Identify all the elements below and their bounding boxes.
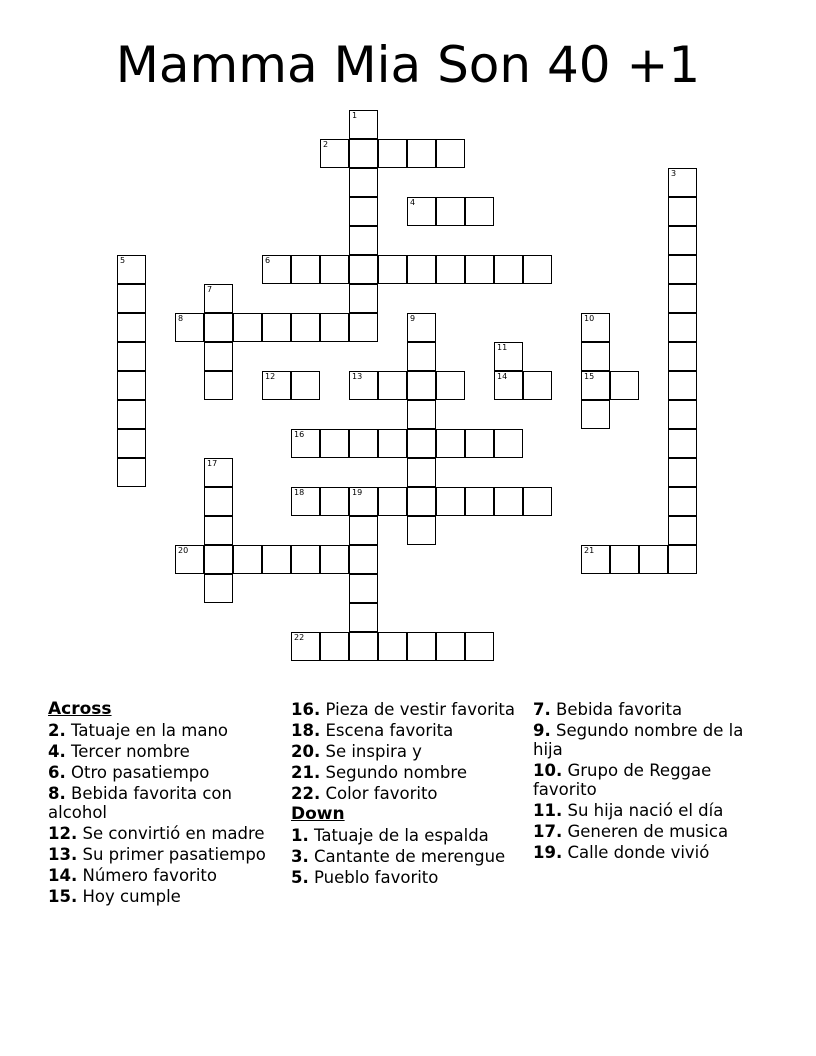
grid-cell[interactable]: [349, 313, 378, 342]
clue-text: Generen de musica: [562, 822, 729, 841]
clue-number: 8.: [48, 784, 66, 803]
clue-number: 20.: [291, 742, 321, 761]
grid-cell[interactable]: [668, 400, 697, 429]
grid-cell[interactable]: [494, 371, 523, 400]
grid-cell[interactable]: [262, 313, 291, 342]
grid-cell[interactable]: [436, 197, 465, 226]
across-clue-18: [291, 721, 531, 740]
clue-text: Bebida favorita con alcohol: [48, 784, 232, 822]
clue-text: Cantante de merengue: [308, 847, 506, 866]
grid-cell[interactable]: [349, 197, 378, 226]
grid-cell[interactable]: [291, 632, 320, 661]
grid-cell[interactable]: [494, 342, 523, 371]
grid-cell[interactable]: [407, 371, 436, 400]
across-clue-12: [48, 824, 288, 843]
grid-cell[interactable]: [407, 516, 436, 545]
down-clue-19: [533, 843, 773, 862]
down-clue-11: [533, 801, 773, 820]
grid-cell[interactable]: [349, 632, 378, 661]
grid-cell[interactable]: [262, 371, 291, 400]
grid-cell[interactable]: [523, 371, 552, 400]
clue-number: 2.: [48, 721, 66, 740]
grid-cell[interactable]: [581, 545, 610, 574]
grid-cell[interactable]: [175, 313, 204, 342]
grid-cell[interactable]: [320, 487, 349, 516]
grid-cell[interactable]: [668, 545, 697, 574]
grid-cell[interactable]: [581, 400, 610, 429]
grid-cell[interactable]: [668, 284, 697, 313]
clue-number: 12.: [48, 824, 78, 843]
clue-text: Color favorito: [320, 784, 438, 803]
grid-cell[interactable]: [320, 255, 349, 284]
grid-cell[interactable]: [291, 429, 320, 458]
clue-number-1: 1: [352, 111, 358, 120]
clue-number: 11.: [533, 801, 563, 820]
grid-cell[interactable]: [349, 574, 378, 603]
clue-text: Bebida favorita: [550, 700, 683, 719]
clue-number: 3.: [291, 847, 309, 866]
grid-cell[interactable]: [204, 487, 233, 516]
clue-text: Se convirtió en madre: [77, 824, 265, 843]
clue-number: 17.: [533, 822, 563, 841]
grid-cell[interactable]: [349, 516, 378, 545]
clue-text: Escena favorita: [320, 721, 454, 740]
grid-cell[interactable]: [668, 371, 697, 400]
grid-cell[interactable]: [465, 632, 494, 661]
clue-text: Otro pasatiempo: [65, 763, 210, 782]
clue-number-13: 13: [352, 372, 363, 381]
clue-number: 19.: [533, 843, 563, 862]
grid-cell[interactable]: [349, 603, 378, 632]
clue-column-3: [533, 700, 773, 864]
clue-number-12: 12: [265, 372, 276, 381]
grid-cell[interactable]: [291, 545, 320, 574]
clue-number-18: 18: [294, 488, 305, 497]
clue-text: Grupo de Reggae favorito: [533, 761, 712, 799]
grid-cell[interactable]: [668, 342, 697, 371]
grid-cell[interactable]: [407, 632, 436, 661]
grid-cell[interactable]: [465, 197, 494, 226]
grid-cell[interactable]: [378, 371, 407, 400]
grid-cell[interactable]: [668, 255, 697, 284]
grid-cell[interactable]: [378, 632, 407, 661]
grid-cell[interactable]: [204, 371, 233, 400]
clue-number: 1.: [291, 826, 309, 845]
clue-column-1: [48, 700, 288, 908]
down-clue-10: [533, 761, 773, 799]
grid-cell[interactable]: [320, 632, 349, 661]
clue-text: Número favorito: [77, 866, 217, 885]
clue-number-4: 4: [410, 198, 416, 207]
grid-cell[interactable]: [262, 255, 291, 284]
grid-cell[interactable]: [436, 139, 465, 168]
clue-number-3: 3: [671, 169, 677, 178]
grid-cell[interactable]: [349, 284, 378, 313]
grid-cell[interactable]: [378, 429, 407, 458]
across-clue-6: [48, 763, 288, 782]
grid-cell[interactable]: [668, 226, 697, 255]
clue-number-9: 9: [410, 314, 416, 323]
clue-number-2: 2: [323, 140, 329, 149]
grid-cell[interactable]: [320, 313, 349, 342]
clue-number: 16.: [291, 700, 321, 719]
grid-cell[interactable]: [523, 255, 552, 284]
across-clue-20: [291, 742, 531, 761]
grid-cell[interactable]: [639, 545, 668, 574]
clue-number-7: 7: [207, 285, 213, 294]
clue-number-6: 6: [265, 256, 271, 265]
grid-cell[interactable]: [117, 458, 146, 487]
clue-number-11: 11: [497, 343, 508, 352]
grid-cell[interactable]: [204, 545, 233, 574]
grid-cell[interactable]: [204, 574, 233, 603]
clue-number-15: 15: [584, 372, 595, 381]
across-clue-15: [48, 887, 288, 906]
grid-cell[interactable]: [349, 255, 378, 284]
clue-text: Su hija nació el día: [562, 801, 724, 820]
grid-cell[interactable]: [349, 371, 378, 400]
grid-cell[interactable]: [610, 371, 639, 400]
grid-cell[interactable]: [610, 545, 639, 574]
clue-text: Se inspira y: [320, 742, 422, 761]
clue-column-2: [291, 700, 531, 889]
grid-cell[interactable]: [320, 545, 349, 574]
across-clue-21: [291, 763, 531, 782]
clue-number-20: 20: [178, 546, 189, 555]
down-clue-9: [533, 721, 773, 759]
grid-cell[interactable]: [436, 487, 465, 516]
grid-cell[interactable]: [668, 429, 697, 458]
grid-cell[interactable]: [668, 168, 697, 197]
grid-cell[interactable]: [117, 429, 146, 458]
clue-number: 10.: [533, 761, 563, 780]
across-heading: Across: [48, 699, 112, 719]
grid-cell[interactable]: [465, 255, 494, 284]
grid-cell[interactable]: [320, 139, 349, 168]
grid-cell[interactable]: [233, 545, 262, 574]
grid-cell[interactable]: [494, 487, 523, 516]
grid-cell[interactable]: [668, 458, 697, 487]
grid-cell[interactable]: [407, 487, 436, 516]
clue-number: 5.: [291, 868, 309, 887]
down-clue-5: [291, 868, 531, 887]
grid-cell[interactable]: [349, 429, 378, 458]
clue-number-22: 22: [294, 633, 305, 642]
across-clue-14: [48, 866, 288, 885]
clue-text: Segundo nombre de la hija: [533, 721, 744, 759]
grid-cell[interactable]: [436, 429, 465, 458]
grid-cell[interactable]: [117, 371, 146, 400]
grid-cell[interactable]: [204, 313, 233, 342]
grid-cell[interactable]: [291, 313, 320, 342]
clue-number: 21.: [291, 763, 321, 782]
clue-number-16: 16: [294, 430, 305, 439]
clue-text: Su primer pasatiempo: [77, 845, 266, 864]
grid-cell[interactable]: [378, 255, 407, 284]
clue-number-19: 19: [352, 488, 363, 497]
clue-number: 15.: [48, 887, 78, 906]
grid-cell[interactable]: [378, 487, 407, 516]
grid-cell[interactable]: [291, 371, 320, 400]
grid-cell[interactable]: [407, 313, 436, 342]
grid-cell[interactable]: [204, 342, 233, 371]
grid-cell[interactable]: [320, 429, 349, 458]
grid-cell[interactable]: [407, 400, 436, 429]
clue-text: Tercer nombre: [65, 742, 190, 761]
grid-cell[interactable]: [668, 197, 697, 226]
clue-text: Pueblo favorito: [308, 868, 439, 887]
grid-cell[interactable]: [494, 255, 523, 284]
grid-cell[interactable]: [204, 284, 233, 313]
clue-number: 7.: [533, 700, 551, 719]
grid-cell[interactable]: [349, 226, 378, 255]
grid-cell[interactable]: [407, 139, 436, 168]
clue-number: 9.: [533, 721, 551, 740]
grid-cell[interactable]: [581, 371, 610, 400]
down-heading: Down: [291, 804, 345, 824]
grid-cell[interactable]: [233, 313, 262, 342]
grid-cell[interactable]: [581, 313, 610, 342]
grid-cell[interactable]: [204, 516, 233, 545]
grid-cell[interactable]: [407, 255, 436, 284]
clue-number-21: 21: [584, 546, 595, 555]
grid-cell[interactable]: [117, 284, 146, 313]
clue-text: Pieza de vestir favorita: [320, 700, 516, 719]
grid-cell[interactable]: [465, 429, 494, 458]
grid-cell[interactable]: [407, 429, 436, 458]
clue-text: Tatuaje de la espalda: [308, 826, 489, 845]
clue-number-5: 5: [120, 256, 126, 265]
grid-cell[interactable]: [523, 487, 552, 516]
grid-cell[interactable]: [668, 487, 697, 516]
grid-cell[interactable]: [117, 400, 146, 429]
grid-cell[interactable]: [262, 545, 291, 574]
clue-number-17: 17: [207, 459, 218, 468]
across-clue-8: [48, 784, 288, 822]
grid-cell[interactable]: [349, 110, 378, 139]
grid-cell[interactable]: [204, 458, 233, 487]
clue-number-8: 8: [178, 314, 184, 323]
grid-cell[interactable]: [494, 429, 523, 458]
clue-number-14: 14: [497, 372, 508, 381]
grid-cell[interactable]: [668, 516, 697, 545]
across-clue-13: [48, 845, 288, 864]
grid-cell[interactable]: [291, 487, 320, 516]
grid-cell[interactable]: [349, 139, 378, 168]
clue-text: Hoy cumple: [77, 887, 181, 906]
grid-cell[interactable]: [581, 342, 610, 371]
grid-cell[interactable]: [668, 313, 697, 342]
grid-cell[interactable]: [175, 545, 204, 574]
grid-cell[interactable]: [407, 458, 436, 487]
across-clue-4: [48, 742, 288, 761]
across-clue-16: [291, 700, 531, 719]
grid-cell[interactable]: [407, 342, 436, 371]
across-clue-2: [48, 721, 288, 740]
grid-cell[interactable]: [436, 371, 465, 400]
grid-cell[interactable]: [117, 255, 146, 284]
down-clue-3: [291, 847, 531, 866]
clue-number: 22.: [291, 784, 321, 803]
grid-cell[interactable]: [349, 545, 378, 574]
grid-cell[interactable]: [291, 255, 320, 284]
grid-cell[interactable]: [436, 255, 465, 284]
grid-cell[interactable]: [436, 632, 465, 661]
down-clue-7: [533, 700, 773, 719]
clue-number: 13.: [48, 845, 78, 864]
grid-cell[interactable]: [117, 342, 146, 371]
puzzle-title: Mamma Mia Son 40 +1: [115, 36, 701, 94]
grid-cell[interactable]: [117, 313, 146, 342]
clue-text: Segundo nombre: [320, 763, 467, 782]
grid-cell[interactable]: [349, 487, 378, 516]
clue-number: 6.: [48, 763, 66, 782]
clue-number: 18.: [291, 721, 321, 740]
across-clue-22: [291, 784, 531, 803]
clue-number: 14.: [48, 866, 78, 885]
down-clue-1: [291, 826, 531, 845]
clue-text: Tatuaje en la mano: [65, 721, 229, 740]
grid-cell[interactable]: [407, 197, 436, 226]
grid-cell[interactable]: [349, 168, 378, 197]
clue-number-10: 10: [584, 314, 595, 323]
clue-text: Calle donde vivió: [562, 843, 710, 862]
clue-number: 4.: [48, 742, 66, 761]
grid-cell[interactable]: [465, 487, 494, 516]
grid-cell[interactable]: [378, 139, 407, 168]
down-clue-17: [533, 822, 773, 841]
